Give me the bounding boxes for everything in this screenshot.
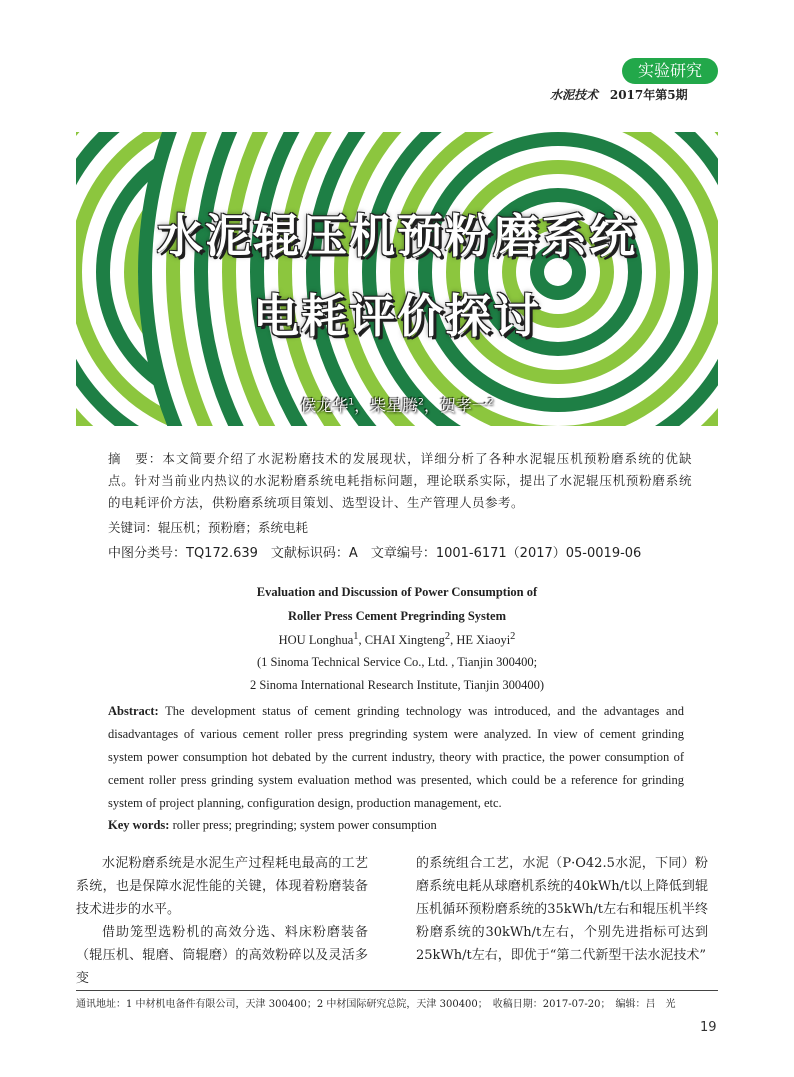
- journal-issue: 2017年第5期: [609, 88, 688, 102]
- abstract-cn-label: 摘 要：: [108, 451, 163, 466]
- author-affil-sup: 2: [510, 631, 516, 642]
- body-column-left: [76, 852, 368, 990]
- footnote-divider: [76, 990, 718, 991]
- authors-cn: [76, 393, 718, 416]
- abstract-en-text: The development status of cement grinding technology was introduced, and the advantages and disadvantages of various cement roller press pregrinding system were analyzed. In view of cement grinding system power consumption hot debated by the current industry, theory with practice, the power consumption of cement roller press grinding system evaluation method was presented, which could be a reference for grinding system of project planning, configuration design, production management, etc.: [108, 704, 684, 810]
- section-tag: 实验研究: [622, 58, 718, 84]
- article-title-line-2: 电耗评价探讨: [253, 289, 541, 343]
- classification-line: 中图分类号：TQ172.639 文献标识码：A 文章编号：1001-6171（2017）05-0019-06: [108, 546, 642, 561]
- body-paragraph: 水泥粉磨系统是水泥生产过程耗电最高的工艺系统，也是保障水泥性能的关键，体现着粉磨装备技术进步的水平。: [76, 856, 368, 917]
- author-name-en: HOU Longhua: [278, 633, 354, 648]
- keywords-en-label: Key words:: [108, 818, 170, 832]
- journal-name: 水泥技术: [550, 88, 599, 102]
- article-title-line-1: 水泥辊压机预粉磨系统: [157, 209, 637, 263]
- english-title-line-2: Roller Press Cement Pregrinding System: [287, 609, 507, 623]
- keywords-en: [108, 818, 437, 833]
- body-column-right: [416, 852, 708, 967]
- abstract-en-label: Abstract:: [108, 704, 159, 718]
- author-affil-sup: 2: [444, 631, 451, 642]
- author-name: 柴星腾: [370, 396, 419, 415]
- author-affil-sup: 2: [487, 397, 494, 408]
- author-name: 侯龙华: [300, 396, 349, 415]
- author-affil-sup: 1: [353, 631, 359, 642]
- author-separator: ，: [354, 396, 371, 415]
- abstract-en: [108, 700, 684, 815]
- author-affil-sup: 2: [418, 397, 424, 408]
- author-separator: ,: [450, 633, 457, 648]
- keywords-cn: [108, 518, 308, 536]
- footnote: 通讯地址：1 中材机电备件有限公司，天津 300400；2 中材国际研究总院，天津 300400； 收稿日期：2017-07-20； 编辑：吕 光: [76, 999, 676, 1010]
- body-paragraph: 的系统组合工艺，水泥（P·O42.5水泥，下同）粉磨系统电耗从球磨机系统的40kWh/t以上降低到辊压机循环预粉磨系统的35kWh/t左右和辊压机半终粉磨系统的30kWh/t左右，个别先进指标可达到25kWh/t左右，即优于“第二代新型干法水泥技术”: [416, 856, 708, 963]
- affiliation-en-1: (1 Sinoma Technical Service Co., Ltd. , Tianjin 300400;: [256, 655, 538, 669]
- author-separator: ,: [358, 633, 365, 648]
- ring-set-2: [138, 132, 718, 426]
- page-number: 19: [700, 1020, 717, 1035]
- author-name: 贺孝一: [439, 396, 488, 415]
- abstract-cn-text: 本文简要介绍了水泥粉磨技术的发展现状，详细分析了各种水泥辊压机预粉磨系统的优缺点。针对当前业内热议的水泥粉磨系统电耗指标问题，理论联系实际，提出了水泥辊压机预粉磨系统的电耗评价方法，供粉磨系统项目策划、选型设计、生产管理人员参考。: [108, 451, 692, 510]
- keywords-cn-label: 关键词：: [108, 520, 159, 535]
- author-separator: ，: [423, 396, 440, 415]
- keywords-cn-text: 辊压机；预粉磨；系统电耗: [158, 520, 309, 535]
- affiliation-en-2: 2 Sinoma International Research Institute, Tianjin 300400): [249, 678, 545, 692]
- author-affil-sup: 1: [348, 397, 355, 408]
- keywords-en-text: roller press; pregrinding; system power consumption: [172, 818, 437, 832]
- body-paragraph: 借助笼型选粉机的高效分选、料床粉磨装备（辊压机、辊磨、筒辊磨）的高效粉碎以及灵活多变: [76, 925, 368, 986]
- author-name-en: HE Xiaoyi: [456, 633, 511, 648]
- journal-header: [550, 86, 688, 103]
- english-title-line-1: Evaluation and Discussion of Power Consumption of: [256, 585, 538, 599]
- title-banner: [76, 132, 718, 426]
- concentric-rings-graphic: [76, 132, 718, 426]
- author-name-en: CHAI Xingteng: [364, 633, 445, 648]
- authors-en: [76, 631, 718, 648]
- abstract-cn: [108, 448, 692, 514]
